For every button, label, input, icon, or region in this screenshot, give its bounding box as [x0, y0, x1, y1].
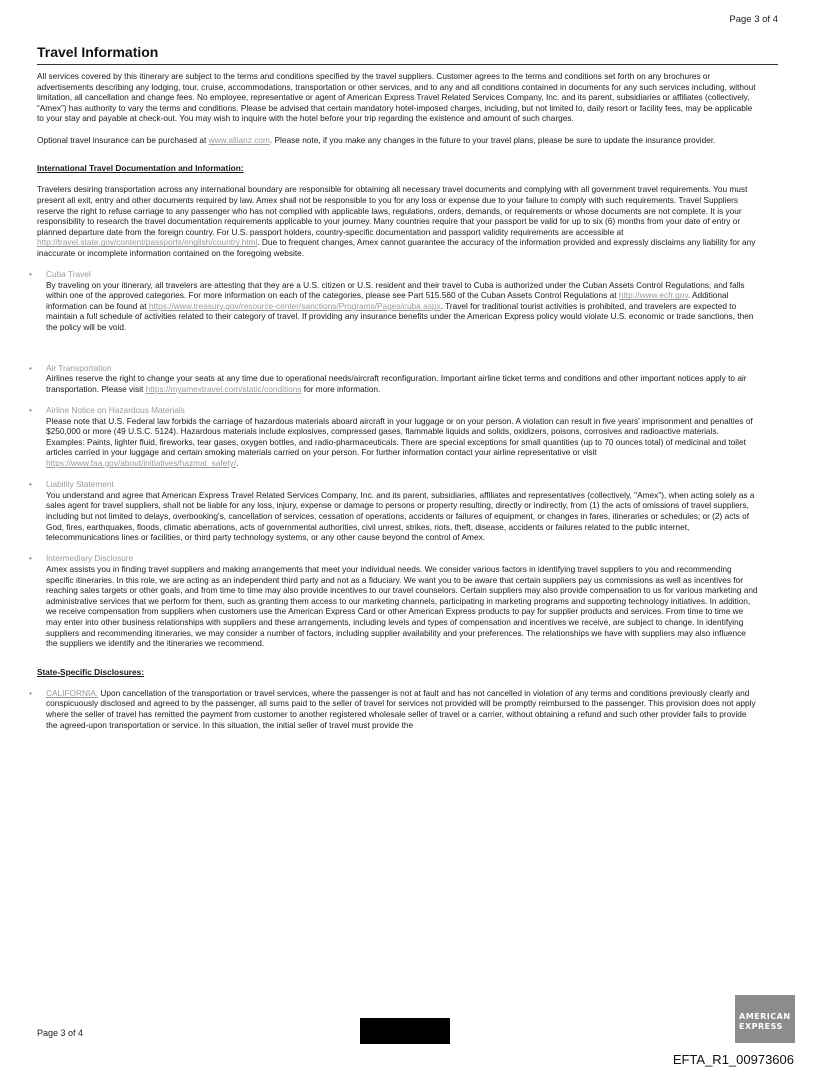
hazardous-materials-title: Airline Notice on Hazardous Materials — [46, 405, 185, 416]
document-body — [29, 71, 759, 730]
intro-paragraph: All services covered by this itinerary are subject to the terms and conditions specified by the travel suppliers. Customer agrees to the terms and conditions set forth on any brochures or advertisements describing any lodging, tour, cruise, accommodations, transportation or other services, and to any and all conditions contained in documents for any such services including, without limitation, all cancellation and change fees. No employee, representative or agent of American Express Travel Related Services Company, Inc. and its parent, subsidiaries or affiliates (collectively, “Amex”) has authority to vary the terms and conditions. Please be advised that certain mandatory hotel-imposed charges, including, but not limited to, daily resort or facility fees, may be applicable to your stay and payable at check-out. You may wish to inquire with the hotel before your trip regarding the existence and amount of such charges. — [37, 71, 756, 124]
intermediary-disclosure-title: Intermediary Disclosure — [46, 553, 134, 564]
bullet-icon: • — [29, 269, 32, 280]
page-number-footer: Page 3 of 4 — [37, 1028, 84, 1038]
air-transportation-text: Airlines reserve the right to change your seats at any time due to operational needs/aircraft reconfiguration. Important airline ticket terms and conditions and other important notices apply to air transportation. Please visit https://myamextravel.com/static/conditions for more information. — [46, 373, 747, 394]
air-transportation-title: Air Transportation — [46, 362, 112, 373]
treasury-link[interactable]: https://www.treasury.gov/resource-center/sanctions/Programs/Pages/cuba.aspx — [148, 300, 441, 311]
amex-conditions-link[interactable]: https://myamextravel.com/static/conditions — [145, 383, 302, 394]
bullet-icon: • — [29, 479, 32, 490]
state-disclosures-heading: State-Specific Disclosures: — [37, 666, 144, 677]
bullet-liability-statement — [29, 479, 759, 543]
hazardous-materials-text: Please note that U.S. Federal law forbids the carriage of hazardous materials aboard aircraft in your luggage or on your person. A violation can result in five years' imprisonment and penalties of $250,000 or more (49 U.S.C. 5124). Hazardous materials include explosives, compressed gases, flammable liquids and solids, oxidizers, poisons, corrosives and radioactive materials. Examples: Paints, lighter fluid, fireworks, tear gases, oxygen bottles, and radio-pharmaceuticals. There are special exceptions for small quantities (up to 70 ounces total) of medicinal and toilet articles carried in your luggage and certain smoking materials carried on your person. For further information contact your airline representative or visit https://www.faa.gov/about/initiatives/hazmat_safety/. — [46, 415, 753, 468]
bullet-air-transportation — [29, 362, 759, 395]
insurance-paragraph: Optional travel insurance can be purchased at www.allianz.com. Please note, if you make any changes in the future to your travel plans, please be sure to update the insurance provider. — [37, 134, 716, 145]
bullet-california — [29, 687, 759, 730]
redaction-box — [360, 1018, 450, 1044]
bullet-icon: • — [29, 687, 32, 698]
bullet-icon: • — [29, 362, 32, 373]
intl-travel-heading: International Travel Documentation and Information: — [37, 163, 244, 174]
bullet-hazardous-materials — [29, 405, 759, 469]
document-id: EFTA_R1_00973606 — [672, 1052, 794, 1067]
liability-statement-title: Liability Statement — [46, 479, 114, 490]
california-link[interactable]: CALIFORNIA: — [46, 687, 99, 698]
state-gov-link[interactable]: http://travel.state.gov/content/passports/english/country.html — [37, 237, 258, 248]
ecfr-link[interactable]: http://www.ecfr.gov — [618, 290, 688, 301]
title-divider — [37, 64, 778, 65]
faa-hazmat-link[interactable]: https://www.faa.gov/about/initiatives/hazmat_safety/ — [46, 458, 237, 468]
bullet-cuba-travel — [29, 269, 759, 333]
california-disclosure-text: CALIFORNIA: Upon cancellation of the transportation or travel services, where the passenger is not at fault and has not cancelled in violation of any terms and conditions previously clearly and conspicuously disclosed and agreed to by the passenger, all sums paid to the seller of travel for services not provided will be promptly reimbursed to the passenger. This provision does not apply where the seller of travel has remitted the payment from customer to another registered wholesale seller of travel or a carrier, without obtaining a refund and such other provider fails to provide the agreed-upon transportation or service. In this situation, the initial seller of travel must provide the — [46, 687, 756, 730]
page-number-header: Page 3 of 4 — [729, 14, 778, 25]
american-express-logo: AMERICAN EXPRESS — [735, 995, 795, 1043]
bullet-intermediary-disclosure — [29, 553, 759, 649]
page-title: Travel Information — [37, 44, 159, 60]
cuba-travel-text: By traveling on your itinerary, all travelers are attesting that they are a U.S. citizen or U.S. resident and their travel to Cuba is authorized under the Cuban Assets Control Regulations, and falls within one of the approved categories. For more information on each of the categories, please see Part 515.560 of the Cuban Assets Control Regulations at http://www.ecfr.gov. Additional information can be found at https://www.treasury.gov/resource-center/sanctions/Programs/Pages/cuba.aspx. Travel for traditional tourist activities is prohibited, and travelers are expected to maintain a full schedule of activities related to their category of travel. If providing any insurance benefits under the American Express policy would violate U.S. economic or trade sanctions, then the policy will be void. — [46, 279, 754, 333]
bullet-icon: • — [29, 553, 32, 564]
bullet-icon: • — [29, 405, 32, 416]
liability-statement-text: You understand and agree that American Express Travel Related Services Company, Inc. and its parent, subsidiaries, affiliates and representatives (collectively, "Amex"), when acting solely as a sales agent for travel suppliers, shall not be liable for any loss, injury, expense or damage to persons or property resulting, directly or indirectly, from (1) the acts of omissions of travel suppliers, including but not limited to delays, overbooking's, cancellation of services, cessation of operations, accidents or failures of equipment, or changes in fares, itineraries or schedules; or (2) acts of God, fires, earthquakes, floods, climatic aberrations, acts of governmental authorities, civil unrest, strikes, riots, theft, disease, accidents or failures related to the public internet, telecommunications lines or facilities, or third party technology systems, or any other cause beyond the control of Amex. — [46, 489, 755, 543]
intermediary-disclosure-text: Amex assists you in finding travel suppliers and making arrangements that meet your individual needs. We consider various factors in identifying travel suppliers to you and recommending specific itineraries. In this role, we are acting as an independent third party and not as a fiduciary. We want you to be aware that certain suppliers pay us commissions as well as incentives for reaching sales targets or other goals, and from time to time may also provide incentives to our travel counselors. Certain suppliers may also provide compensation to us for various marketing and administrative services that we perform for them, such as granting them access to our marketing channels, participating in marketing programs and supporting technology initiatives. In addition, we receive compensation from suppliers when customers use the American Express Card or other American Express products to pay for supplier products and services. From time to time we may enter into other business relationships with suppliers and these arrangements, including levels and types of compensation and incentives we receive, are subject to change. In identifying suppliers and recommending itineraries, we may consider a number of factors, including supplier availability and your preferences. The relationships we have with suppliers may also influence the suppliers we identify and the itineraries we recommend. — [46, 563, 758, 649]
cuba-travel-title: Cuba Travel — [46, 269, 91, 280]
intl-travel-paragraph: Travelers desiring transportation across any international boundary are responsible for obtaining all necessary travel documents and complying with all government travel requirements. You must present all exit, entry and other documents required by law. Amex shall not be responsible to you for any loss or expense due to your failure to comply with such requirements. Travel Suppliers reserve the right to refuse carriage to any passenger who has not complied with applicable laws, regulations, orders, demands, or requirements or whose documents are not complete. It is your responsibility to research the travel documentation requirements applicable to your journey. Many countries require that your passport be valid for up to six (6) months from your date of entry or planned departure date from the foreign country. For U.S. passport holders, country-specific documentation and passport validity requirements are accessible at http://travel.state.gov/content/passports/english/country.html. Due to frequent changes, Amex cannot guarantee the accuracy of the information provided and expressly disclaims any liability for any inaccurate or incomplete information contained on the foregoing website. — [37, 184, 756, 258]
allianz-link[interactable]: www.allianz.com — [208, 134, 270, 145]
